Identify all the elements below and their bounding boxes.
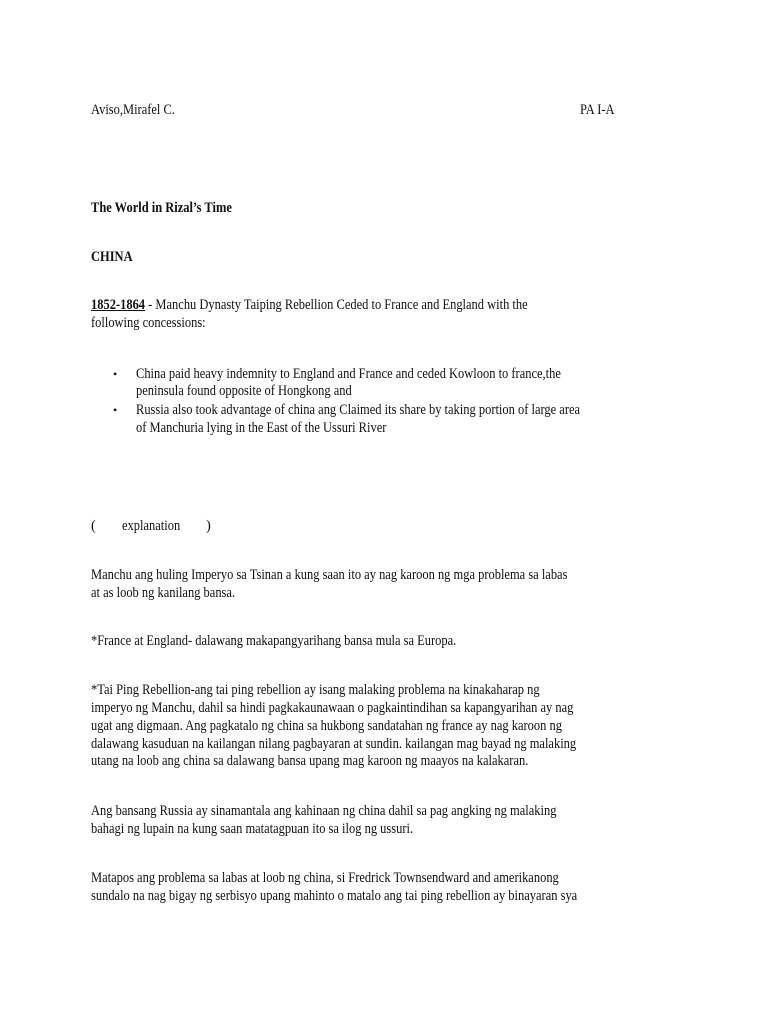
paragraph-line-text: bahagi ng lupain na kung saan matatagpuan ito sa ilog ng ussuri. (91, 821, 414, 837)
document-title (91, 200, 255, 217)
paragraph-line-text: Manchu ang huling Imperyo sa Tsinan a kung saan ito ay nag karoon ng mga problema sa labas (91, 567, 568, 583)
paragraph-line (91, 753, 600, 770)
paragraph-line (91, 567, 645, 584)
explanation-word (122, 518, 190, 535)
intro-line-2 (91, 315, 224, 332)
bullet-line (136, 402, 652, 419)
section-heading (91, 249, 139, 266)
paragraph-line-text: *Tai Ping Rebellion-ang tai ping rebellion ay isang malaking problema na kinakaharap ng (91, 682, 540, 698)
paragraph-line (91, 682, 613, 699)
bullet-line-text: of Manchuria lying in the East of the Ussuri River (136, 420, 387, 436)
explanation-open-paren: ( (91, 518, 96, 534)
paragraph-line-text: dalawang kasuduan na kailangan nilang pagbayaran at sundin. kailangan mag bayad ng malaking (91, 736, 577, 752)
paragraph-line-text: imperyo ng Manchu, dahil sa hindi pagkakaunawaan o pagkaintindihan sa kapangyarihan ay nag (91, 700, 574, 716)
paragraph-line (91, 736, 655, 753)
intro-line-2-text: following concessions: (91, 315, 206, 331)
section-heading-text: CHINA (91, 249, 133, 265)
bullet-line (136, 420, 427, 437)
paragraph-line (91, 700, 652, 717)
paragraph-line (91, 821, 466, 838)
intro-line-1-text: - Manchu Dynasty Taiping Rebellion Ceded to France and England with the (145, 297, 528, 313)
paragraph-line-text: Matapos ang problema sa labas at loob ng china, si Fredrick Townsendward and amerikanong (91, 870, 559, 886)
paragraph-line (91, 803, 632, 820)
paragraph-line-text: utang na loob ang china sa dalawang bansa upang mag karoon ng maayos na kalakaran. (91, 753, 529, 769)
bullet-line-text: China paid heavy indemnity to England and France and ceded Kowloon to france,the (136, 366, 561, 382)
intro-years: 1852-1864 (91, 297, 146, 313)
class-section-text: PA I-A (580, 102, 615, 118)
intro-line-1 (91, 297, 599, 314)
bullet-line (136, 383, 387, 400)
paragraph-line (91, 870, 635, 887)
explanation-close-paren: ) (206, 518, 211, 534)
document-title-text: The World in Rizal’s Time (91, 200, 232, 216)
bullet-line (136, 366, 630, 383)
paragraph-line-text: Ang bansang Russia ay sinamantala ang kahinaan ng china dahil sa pag angking ng malaking (91, 803, 557, 819)
class-section (580, 102, 620, 119)
bullet-line-text: peninsula found opposite of Hongkong and (136, 383, 352, 399)
paragraph-line-text: ugat ang digmaan. Ang pagkatalo ng china sa hukbong sandatahan ng france ay nag karoon ng (91, 718, 562, 734)
student-name-text: Aviso,Mirafel C. (91, 102, 175, 118)
explanation-word-text: explanation (122, 518, 181, 534)
bullet-line-text: Russia also took advantage of china ang Claimed its share by taking portion of large area (136, 402, 581, 418)
paragraph-line-text: *France at England- dalawang makapangyarihang bansa mula sa Europa. (91, 633, 457, 649)
paragraph-line-text: sundalo na nag bigay ng serbisyo upang mahinto o matalo ang tai ping rebellion ay binayaran sya (91, 888, 578, 904)
paragraph-line (91, 888, 656, 905)
bullet-dot-icon: • (113, 403, 118, 417)
paragraph-line (91, 585, 259, 602)
paragraph-line (91, 633, 516, 650)
paragraph-line (91, 718, 639, 735)
student-name (91, 102, 189, 119)
bullet-dot-icon: • (113, 367, 118, 381)
paragraph-line-text: at as loob ng kanilang bansa. (91, 585, 236, 601)
